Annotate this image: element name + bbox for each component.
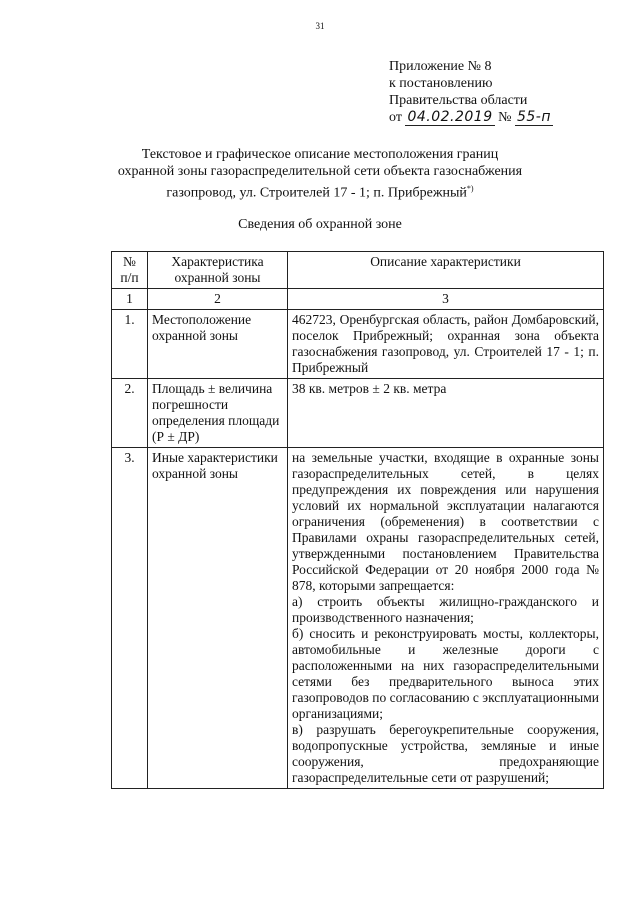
row-characteristic: Иные характеристики охранной зоны [148,448,288,789]
row-characteristic: Местоположение охранной зоны [148,310,288,379]
header-description: Описание характеристики [288,252,604,289]
table-row [112,379,604,448]
header-characteristic: Характеристика охранной зоны [148,252,288,289]
title-line-3-wrap [0,180,640,202]
section-subtitle: Сведения об охранной зоне [238,217,402,232]
row-number: 3. [112,448,148,789]
column-number-1: 1 [112,289,148,310]
row-characteristic: Площадь ± величина погрешности определения площади (Р ± ДР) [148,379,288,448]
description-paragraph: а) строить объекты жилищно-гражданского и производственного назначения; [292,594,599,625]
document-title [0,146,640,202]
row-description [288,310,604,379]
description-paragraph: 462723, Оренбургская область, район Домбаровский, поселок Прибрежный; охранная зона объекта газоснабжения газопровод, ул. Строителей 17 - 1; п. Прибрежный [292,312,599,375]
row-description [288,448,604,789]
row-number: 2. [112,379,148,448]
row-description [288,379,604,448]
handwritten-date: 04.02.2019 [407,109,493,125]
column-number-2: 2 [148,289,288,310]
number-prefix: № [498,110,512,125]
row-number: 1. [112,310,148,379]
title-line-3: газопровод, ул. Строителей 17 - 1; п. Прибрежный [166,185,467,201]
appendix-date-line [389,109,553,126]
table-row [112,448,604,789]
description-paragraph: на земельные участки, входящие в охранные зоны газораспределительных сетей, в целях предупреждения их повреждения или нарушения условий их нормальной эксплуатации налагаются ограничения (обременения) в соответствии с Правилами охраны газораспределительных сетей, утвержденными постановлением Правительства Российской Федерации от 20 ноября 2000 года № 878, которыми запрещается: [292,450,599,593]
description-paragraph: б) сносить и реконструировать мосты, коллекторы, автомобильные и железные дороги с расположенными на них газораспределительными сетями без предварительного выноса этих газопроводов по согласованию с эксплуатационными организациями; [292,626,599,721]
footnote-mark: *) [466,184,474,193]
description-paragraph: в) разрушать берегоукрепительные сооружения, водопропускные устройства, земляные и иные сооружения, предохраняющие газораспределительные сети от разрушений; [292,722,599,785]
appendix-line-3: Правительства области [389,93,528,108]
page-number: 31 [315,21,325,31]
title-line-1: Текстовое и графическое описание местоположения границ [141,147,499,162]
date-prefix: от [389,110,402,125]
appendix-line-1: Приложение № 8 [389,59,492,74]
appendix-line-2: к постановлению [389,76,493,91]
column-number-3: 3 [288,289,604,310]
header-number: № п/п [112,252,148,289]
zone-table [111,251,604,789]
description-paragraph: 38 кв. метров ± 2 кв. метра [292,381,447,396]
handwritten-number: 55-п [516,109,551,125]
appendix-block [389,58,553,126]
table-header-row [112,252,604,289]
column-numbering-row [112,289,604,310]
title-line-2: охранной зоны газораспределительной сети объекта газоснабжения [117,164,523,179]
table-row [112,310,604,379]
